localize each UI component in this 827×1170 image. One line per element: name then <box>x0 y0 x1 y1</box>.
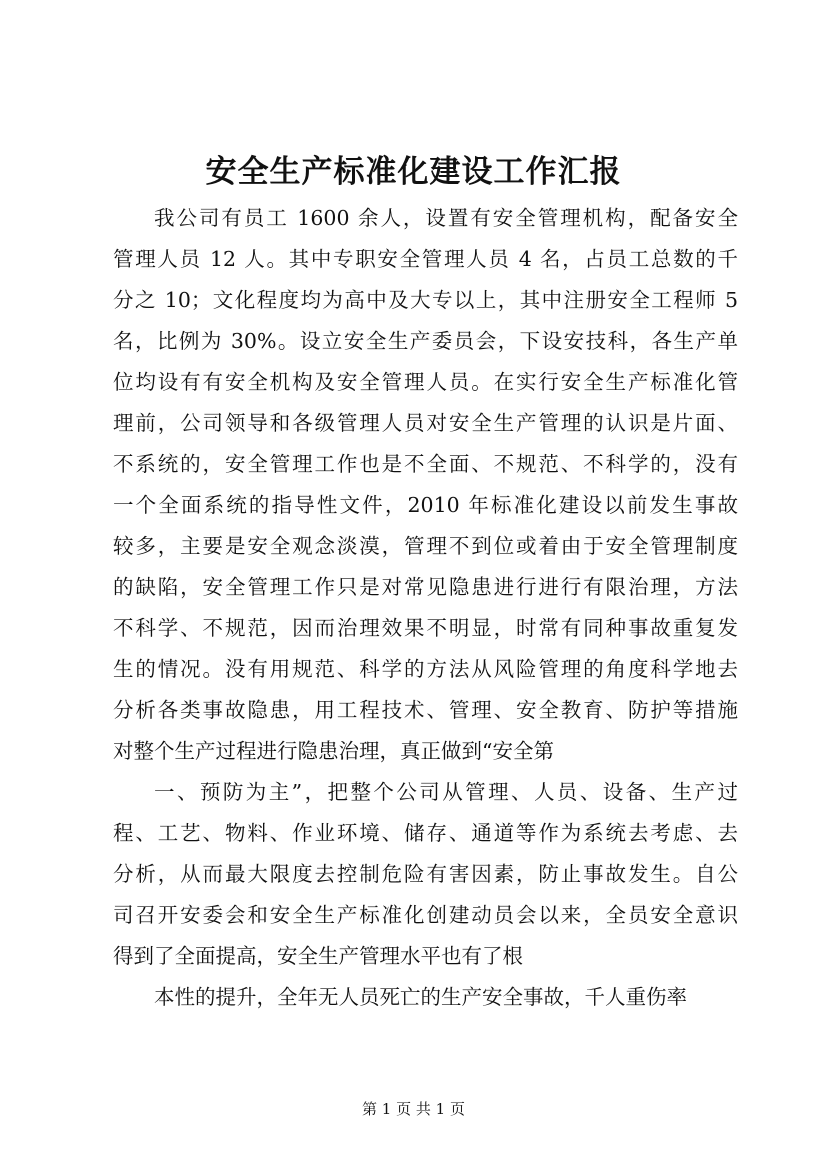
body-line: 的缺陷，安全管理工作只是对常见隐患进行进行有限治理，方法 <box>113 575 738 599</box>
body-line: 对整个生产过程进行隐患治理，真正做到“安全第 <box>113 739 554 763</box>
body-line: 程、工艺、物料、作业环境、储存、通道等作为系统去考虑、去 <box>113 821 738 845</box>
body-line: 分之 10；文化程度均为高中及大专以上，其中注册安全工程师 5 <box>113 288 738 312</box>
body-line: 得到了全面提高，安全生产管理水平也有了根 <box>113 944 523 968</box>
page-footer: 第 1 页 共 1 页 <box>362 1100 465 1118</box>
body-line: 一个全面系统的指导性文件，2010 年标准化建设以前发生事故 <box>113 493 738 517</box>
body-line: 本性的提升，全年无人员死亡的生产安全事故，千人重伤率 <box>154 985 687 1009</box>
body-line: 位均设有有安全机构及安全管理人员。在实行安全生产标准化管 <box>113 370 738 394</box>
body-line: 分析，从而最大限度去控制危险有害因素，防止事故发生。自公 <box>113 862 738 886</box>
body-line: 较多，主要是安全观念淡漠，管理不到位或着由于安全管理制度 <box>113 534 738 558</box>
document-body <box>113 198 738 1018</box>
body-line: 生的情况。没有用规范、科学的方法从风险管理的角度科学地去 <box>113 657 738 681</box>
body-line: 分析各类事故隐患，用工程技术、管理、安全教育、防护等措施 <box>113 698 738 722</box>
body-line: 名，比例为 30%。设立安全生产委员会，下设安技科，各生产单 <box>113 329 738 353</box>
body-line: 不系统的，安全管理工作也是不全面、不规范、不科学的，没有 <box>113 452 738 476</box>
body-line: 司召开安委会和安全生产标准化创建动员会以来，全员安全意识 <box>113 903 738 927</box>
body-line: 我公司有员工 1600 余人，设置有安全管理机构，配备安全 <box>154 206 738 230</box>
body-line: 理前，公司领导和各级管理人员对安全生产管理的认识是片面、 <box>113 411 738 435</box>
body-line: 不科学、不规范，因而治理效果不明显，时常有同种事故重复发 <box>113 616 738 640</box>
body-line: 一、预防为主”，把整个公司从管理、人员、设备、生产过 <box>154 780 738 804</box>
document-title: 安全生产标准化建设工作汇报 <box>205 154 622 190</box>
body-line: 管理人员 12 人。其中专职安全管理人员 4 名，占员工总数的千 <box>113 247 738 271</box>
